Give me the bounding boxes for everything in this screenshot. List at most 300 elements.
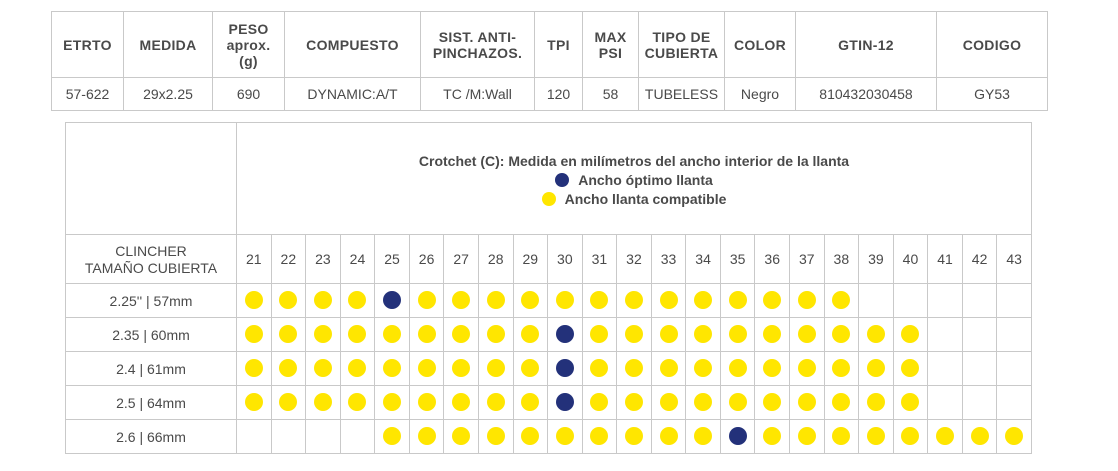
compatible-dot-icon [625,393,643,411]
compatibility-cell [720,284,755,318]
compatibility-cell [582,420,617,454]
compatible-dot-icon [487,359,505,377]
compatibility-cell [755,352,790,386]
compatible-dot-icon [418,325,436,343]
compatible-dot-icon [452,325,470,343]
compatibility-cell [755,284,790,318]
spec-value-cell: 58 [583,78,639,111]
compatibility-cell [582,318,617,352]
compatibility-cell [513,284,548,318]
compatibility-cell [513,352,548,386]
tire-size-row [66,420,1032,454]
compatible-dot-icon [590,393,608,411]
spec-value-cell: 810432030458 [796,78,937,111]
rim-width-header: 22 [271,235,306,284]
compatible-dot-icon [798,359,816,377]
compatible-dot-icon [590,291,608,309]
compatible-dot-icon [694,427,712,445]
compatible-dot-icon [452,393,470,411]
compatibility-cell [375,420,410,454]
compatible-dot-icon [867,359,885,377]
compatibility-cell [306,420,341,454]
rim-width-header: 42 [962,235,997,284]
clincher-header-line1: CLINCHER [115,243,187,259]
compatibility-cell [237,352,272,386]
optimal-dot-icon [729,427,747,445]
compatible-dot-icon [452,359,470,377]
compatibility-cell [720,386,755,420]
compatible-dot-icon [487,393,505,411]
compatible-dot-icon [383,325,401,343]
legend-cell [237,123,1032,235]
compatibility-cell [548,318,583,352]
compatible-dot-icon [245,393,263,411]
spec-header-text: TIPO DE [652,28,711,45]
compatible-dot-icon [452,427,470,445]
compatible-dot-icon [314,325,332,343]
compatibility-cell [755,420,790,454]
compatibility-cell [790,386,825,420]
compatibility-cell [237,284,272,318]
compatible-dot-icon [279,393,297,411]
optimal-dot-icon [383,291,401,309]
tire-size-label: 2.25'' | 57mm [66,284,237,318]
compatibility-cell [790,284,825,318]
rim-width-header: 37 [790,235,825,284]
compatibility-cell [478,420,513,454]
compatible-dot-icon [798,325,816,343]
rim-width-header: 25 [375,235,410,284]
spec-header-cell [213,12,285,78]
compatible-dot-icon [348,359,366,377]
compatible-dot-icon [729,325,747,343]
compatible-dot-icon [971,427,989,445]
rim-width-header: 36 [755,235,790,284]
compatibility-cell [548,284,583,318]
compatibility-cell [893,284,928,318]
compatibility-cell [859,318,894,352]
compatibility-cell [582,352,617,386]
compatible-dot-icon [867,393,885,411]
compatible-dot-icon [694,359,712,377]
tire-size-row [66,318,1032,352]
spec-header-cell [52,12,124,78]
compatible-dot-icon [832,325,850,343]
compatibility-cell [997,420,1032,454]
spec-header-text: COLOR [733,36,787,53]
compatible-dot-icon [660,393,678,411]
compatible-dot-icon [521,291,539,309]
compatibility-cell [720,318,755,352]
compatibility-cell [720,352,755,386]
compatible-dot-icon [660,359,678,377]
compatible-dot-icon [901,393,919,411]
compatible-dot-icon [867,427,885,445]
compatibility-cell [444,318,479,352]
compatibility-cell [478,318,513,352]
compatible-dot-icon [590,427,608,445]
compatibility-cell [755,318,790,352]
compatibility-cell [962,420,997,454]
compatibility-cell [790,352,825,386]
compatibility-cell [859,386,894,420]
compatible-dot-icon [383,359,401,377]
compatible-dot-icon [590,325,608,343]
optimal-dot-icon [556,325,574,343]
spec-header-cell [583,12,639,78]
optimal-dot-icon [556,393,574,411]
compatibility-cell [720,420,755,454]
compatible-dot-icon [314,359,332,377]
spec-header-text: CUBIERTA [644,44,719,61]
compatible-dot-icon [763,393,781,411]
spec-header-text: aprox. [226,36,271,53]
compatibility-cell [444,352,479,386]
spec-table [51,11,1048,111]
compatibility-cell [375,352,410,386]
spec-header-text: MEDIDA [139,36,197,53]
compatibility-cell [824,352,859,386]
rim-width-header: 31 [582,235,617,284]
tire-size-row [66,352,1032,386]
compatible-dot-icon [660,427,678,445]
compatibility-cell [617,352,652,386]
compatible-dot-icon [556,291,574,309]
compatibility-cell [824,318,859,352]
compatible-dot-icon [487,291,505,309]
rim-width-header: 28 [478,235,513,284]
compatible-dot-icon [556,427,574,445]
compatible-dot-icon [763,325,781,343]
spec-value-cell: GY53 [937,78,1048,111]
compatible-dot-icon [279,325,297,343]
compatibility-cell [928,318,963,352]
compatibility-cell [271,284,306,318]
spec-header-text: TPI [547,36,570,53]
compatible-dot-icon [418,393,436,411]
compatibility-cell [651,318,686,352]
compatibility-cell [548,420,583,454]
spec-header-text: GTIN-12 [838,36,894,53]
compatible-dot-icon [521,359,539,377]
compatibility-cell [409,318,444,352]
rim-width-header: 26 [409,235,444,284]
rim-width-header: 34 [686,235,721,284]
compatibility-cell [409,386,444,420]
compatible-dot-icon [763,359,781,377]
legend-compatible [237,190,1031,209]
compatible-dot-icon [625,359,643,377]
compatibility-cell [617,284,652,318]
compatible-dot-icon [936,427,954,445]
compatible-dot-icon [901,325,919,343]
compatible-dot-icon [245,359,263,377]
compatibility-cell [306,318,341,352]
compatible-dot-icon [694,393,712,411]
compatibility-cell [271,420,306,454]
compatible-dot-icon [763,427,781,445]
rim-width-header: 24 [340,235,375,284]
spec-header-cell [937,12,1048,78]
compatible-dot-icon [798,291,816,309]
compatible-dot-icon [625,427,643,445]
spec-header-cell [796,12,937,78]
compatibility-cell [651,284,686,318]
compatibility-cell [409,284,444,318]
spec-header-text: PINCHAZOS. [432,44,523,61]
compatible-dot-icon [383,393,401,411]
rim-width-header: 21 [237,235,272,284]
compatibility-cell [790,318,825,352]
compatible-dot-icon [245,325,263,343]
compatibility-cell [859,352,894,386]
legend-compatible-label: Ancho llanta compatible [564,191,727,207]
compatibility-cell [651,352,686,386]
tire-size-label: 2.6 | 66mm [66,420,237,454]
compatible-dot-icon [729,359,747,377]
compatible-dot-icon [521,393,539,411]
compatibility-cell [375,318,410,352]
spec-header-text: CODIGO [962,36,1022,53]
compatible-dot-icon [660,325,678,343]
compatibility-cell [582,386,617,420]
tire-size-label: 2.4 | 61mm [66,352,237,386]
spec-values-row [52,78,1048,111]
compatible-dot-icon [348,393,366,411]
compatibility-cell [686,386,721,420]
compatibility-cell [859,420,894,454]
compatibility-cell [893,352,928,386]
rim-width-header: 35 [720,235,755,284]
compatibility-cell [859,284,894,318]
optimal-dot-icon [555,173,569,187]
compatibility-cell [928,386,963,420]
compatibility-cell [444,386,479,420]
compatibility-cell [824,420,859,454]
compatible-dot-icon [452,291,470,309]
compatible-dot-icon [832,359,850,377]
compatibility-cell [617,386,652,420]
compatibility-cell [340,318,375,352]
compatible-dot-icon [867,325,885,343]
compatibility-cell [893,386,928,420]
spec-header-row [52,12,1048,78]
spec-value-cell: Negro [725,78,796,111]
compatibility-cell [271,318,306,352]
compatible-dot-icon [729,291,747,309]
compatibility-cell [582,284,617,318]
compatible-dot-icon [418,427,436,445]
rim-width-header: 29 [513,235,548,284]
rim-width-header: 39 [859,235,894,284]
compatibility-cell [548,386,583,420]
spec-header-text: (g) [239,52,258,69]
compatibility-cell [686,420,721,454]
spec-header-text: ETRTO [63,36,112,53]
compatibility-cell [375,284,410,318]
spec-header-text: PSI [598,44,623,61]
compatibility-cell [997,352,1032,386]
spec-header-cell [285,12,421,78]
spec-header-cell [535,12,583,78]
rim-width-header: 30 [548,235,583,284]
compatible-dot-icon [763,291,781,309]
compatibility-cell [271,352,306,386]
compatibility-cell [755,386,790,420]
compatible-dot-icon [487,427,505,445]
compatibility-cell [237,386,272,420]
compatibility-cell [513,420,548,454]
compatibility-cell [651,420,686,454]
compatibility-cell [548,352,583,386]
compatibility-cell [928,420,963,454]
compatible-dot-icon [521,427,539,445]
spec-value-cell: 690 [213,78,285,111]
rim-width-header: 40 [893,235,928,284]
rim-compatibility-grid [65,122,1032,454]
tire-size-label: 2.35 | 60mm [66,318,237,352]
compatibility-cell [893,318,928,352]
spec-value-cell: 120 [535,78,583,111]
compatible-dot-icon [383,427,401,445]
compatible-dot-icon [521,325,539,343]
compatibility-cell [790,420,825,454]
compatible-dot-icon [418,291,436,309]
compatible-dot-icon [314,393,332,411]
compatibility-cell [893,420,928,454]
spec-header-cell [725,12,796,78]
compatible-dot-icon [901,427,919,445]
compatibility-cell [997,284,1032,318]
spec-value-cell: DYNAMIC:A/T [285,78,421,111]
spec-header-cell [639,12,725,78]
compatible-dot-icon [832,291,850,309]
compatibility-cell [651,386,686,420]
compatibility-cell [686,318,721,352]
spec-header-text: COMPUESTO [306,36,399,53]
legend-optimal [237,171,1031,190]
compatible-dot-icon [832,427,850,445]
spec-value-cell: TUBELESS [639,78,725,111]
rim-width-header: 27 [444,235,479,284]
rim-width-header: 41 [928,235,963,284]
compatibility-cell [340,352,375,386]
compatibility-cell [271,386,306,420]
compatibility-cell [686,352,721,386]
compatibility-cell [306,284,341,318]
rim-width-header: 38 [824,235,859,284]
compatibility-cell [617,420,652,454]
spec-header-text: SIST. ANTI- [438,28,517,45]
compatibility-cell [409,420,444,454]
compatibility-cell [824,386,859,420]
spec-value-cell: 29x2.25 [124,78,213,111]
clincher-size-header [66,235,237,284]
compatibility-cell [444,420,479,454]
compatible-dot-icon [348,325,366,343]
compatible-dot-icon [279,291,297,309]
compatibility-cell [962,386,997,420]
compatibility-cell [340,284,375,318]
compatibility-cell [997,386,1032,420]
compatibility-cell [962,318,997,352]
compatible-dot-icon [625,325,643,343]
spec-header-text: PESO [228,20,269,37]
compatible-dot-icon [487,325,505,343]
compatibility-cell [340,386,375,420]
compatible-dot-icon [694,325,712,343]
rim-width-header-row [66,235,1032,284]
compatibility-cell [409,352,444,386]
grid-corner-cell [66,123,237,235]
compatibility-cell [306,386,341,420]
compatibility-cell [962,284,997,318]
compatible-dot-icon [245,291,263,309]
spec-header-cell [124,12,213,78]
compatibility-cell [928,352,963,386]
compatible-dot-icon [901,359,919,377]
rim-width-header: 33 [651,235,686,284]
compatibility-cell [478,284,513,318]
compatibility-cell [375,386,410,420]
tire-size-row [66,284,1032,318]
compatible-dot-icon [1005,427,1023,445]
clincher-header-line2: TAMAÑO CUBIERTA [84,260,218,276]
compatibility-cell [617,318,652,352]
compatibility-cell [306,352,341,386]
compatibility-cell [478,352,513,386]
tire-size-label: 2.5 | 64mm [66,386,237,420]
compatibility-cell [928,284,963,318]
grid-title: Crotchet (C): Medida en milímetros del ancho interior de la llanta [418,153,850,169]
compatible-dot-icon [798,427,816,445]
compatible-dot-icon [314,291,332,309]
compatible-dot-icon [660,291,678,309]
compatibility-cell [444,284,479,318]
compatibility-cell [340,420,375,454]
legend-optimal-label: Ancho óptimo llanta [578,172,713,188]
compatibility-cell [824,284,859,318]
spec-header-text: MAX [594,28,627,45]
compatible-dot-icon [348,291,366,309]
rim-width-header: 32 [617,235,652,284]
compatible-dot-icon [418,359,436,377]
compatibility-cell [513,386,548,420]
compatibility-cell [686,284,721,318]
tire-size-row [66,386,1032,420]
rim-width-header: 23 [306,235,341,284]
compatible-dot-icon [590,359,608,377]
compatible-dot-icon [542,192,556,206]
compatibility-cell [478,386,513,420]
spec-value-cell: TC /M:Wall [421,78,535,111]
compatibility-cell [237,420,272,454]
compatibility-cell [962,352,997,386]
spec-header-cell [421,12,535,78]
compatible-dot-icon [694,291,712,309]
compatible-dot-icon [625,291,643,309]
compatible-dot-icon [798,393,816,411]
compatible-dot-icon [729,393,747,411]
optimal-dot-icon [556,359,574,377]
grid-body [66,284,1032,454]
spec-value-cell: 57-622 [52,78,124,111]
compatibility-cell [513,318,548,352]
compatible-dot-icon [832,393,850,411]
rim-width-header: 43 [997,235,1032,284]
compatibility-cell [237,318,272,352]
compatible-dot-icon [279,359,297,377]
